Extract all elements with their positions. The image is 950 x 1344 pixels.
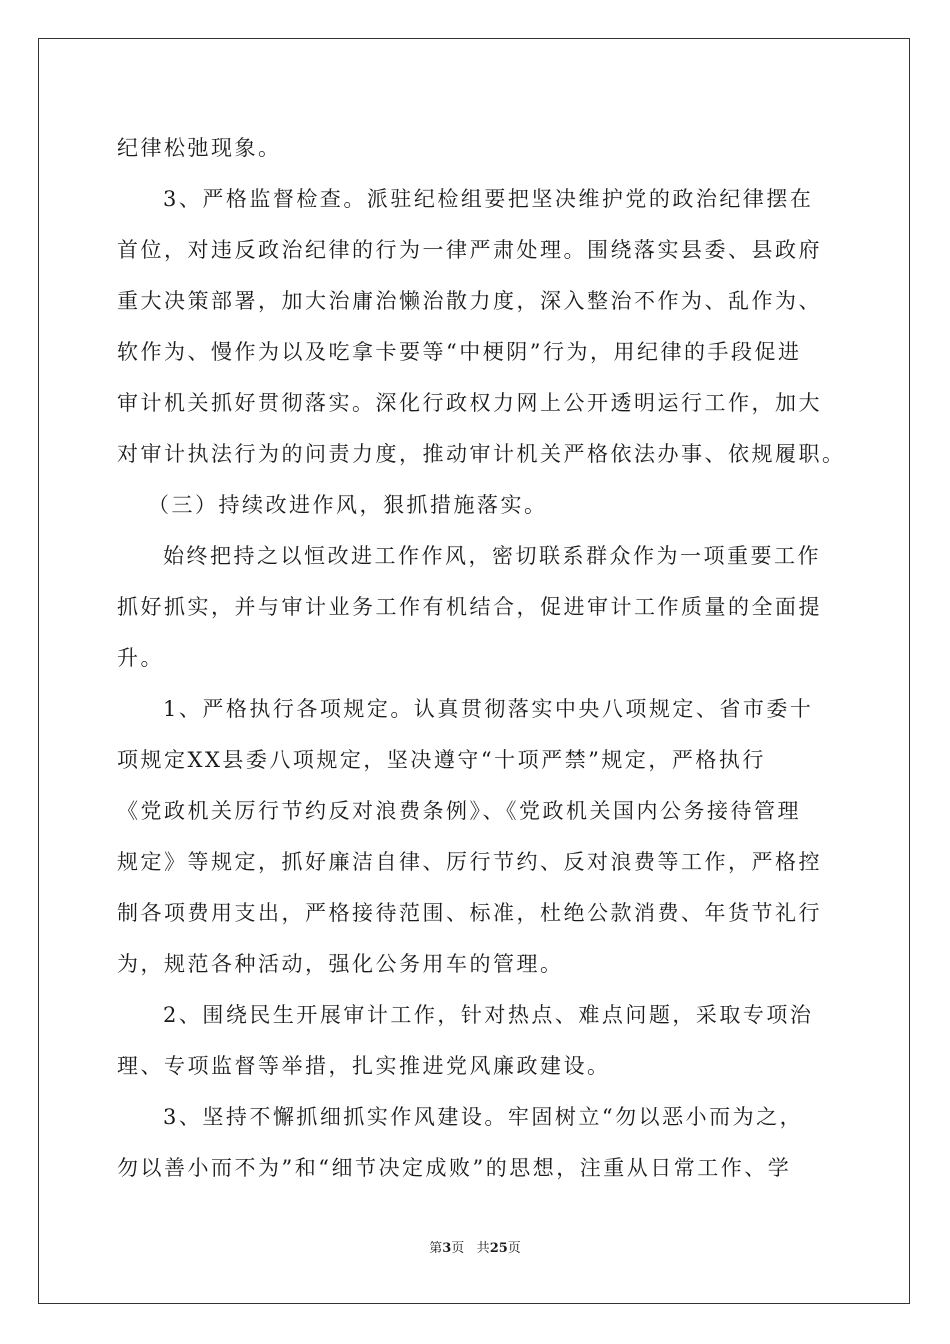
text-line: 对审计执法行为的问责力度，推动审计机关严格依法办事、依规履职。 — [117, 442, 846, 466]
text-line: 项规定XX县委八项规定，坚决遵守“十项严禁”规定，严格执行 — [117, 748, 766, 772]
text-line: 理、专项监督等举措，扎实推进党风廉政建设。 — [117, 1054, 611, 1078]
text-line: 3、严格监督检查。派驻纪检组要把坚决维护党的政治纪律摆在 — [163, 187, 814, 211]
footer-page-number: 3 — [442, 1241, 452, 1256]
text-line: 规定》等规定，抓好廉洁自律、厉行节约、反对浪费等工作，严格控 — [117, 850, 822, 874]
footer-total-prefix: 共 — [476, 1241, 490, 1256]
footer-prefix: 第 — [429, 1241, 443, 1256]
text-line: 抓好抓实，并与审计业务工作有机结合，促进审计工作质量的全面提 — [117, 595, 822, 619]
footer-total-pages: 25 — [489, 1241, 508, 1256]
page-footer — [0, 1240, 950, 1258]
text-line: 为，规范各种活动，强化公务用车的管理。 — [117, 952, 564, 976]
text-line: 3、坚持不懈抓细抓实作风建设。牢固树立“勿以恶小而为之， — [163, 1105, 804, 1129]
footer-page-suffix: 页 — [451, 1241, 465, 1256]
text-line: 首位，对违反政治纪律的行为一律严肃处理。围绕落实县委、县政府 — [117, 238, 822, 262]
text-line: 2、围绕民生开展审计工作，针对热点、难点问题，采取专项治 — [163, 1003, 814, 1027]
text-line: 软作为、慢作为以及吃拿卡要等“中梗阴”行为，用纪律的手段促进 — [117, 340, 802, 364]
text-line: 勿以善小而不为”和“细节决定成败”的思想，注重从日常工作、学 — [117, 1156, 792, 1180]
text-line: 升。 — [117, 646, 164, 670]
text-line: 《党政机关厉行节约反对浪费条例》、《党政机关国内公务接待管理 — [117, 799, 801, 823]
text-line: 重大决策部署，加大治庸治懒治散力度，深入整治不作为、乱作为、 — [117, 289, 822, 313]
text-line: 制各项费用支出，严格接待范围、标准，杜绝公款消费、年货节礼行 — [117, 901, 822, 925]
text-line: 1、严格执行各项规定。认真贯彻落实中央八项规定、省市委十 — [163, 697, 814, 721]
section-heading: （三）持续改进作风，狠抓措施落实。 — [148, 493, 548, 517]
text-line: 纪律松弛现象。 — [117, 136, 282, 160]
text-line: 始终把持之以恒改进工作作风，密切联系群众作为一项重要工作 — [163, 544, 821, 568]
text-line: 审计机关抓好贯彻落实。深化行政权力网上公开透明运行工作，加大 — [117, 391, 822, 415]
footer-total-suffix: 页 — [507, 1241, 521, 1256]
